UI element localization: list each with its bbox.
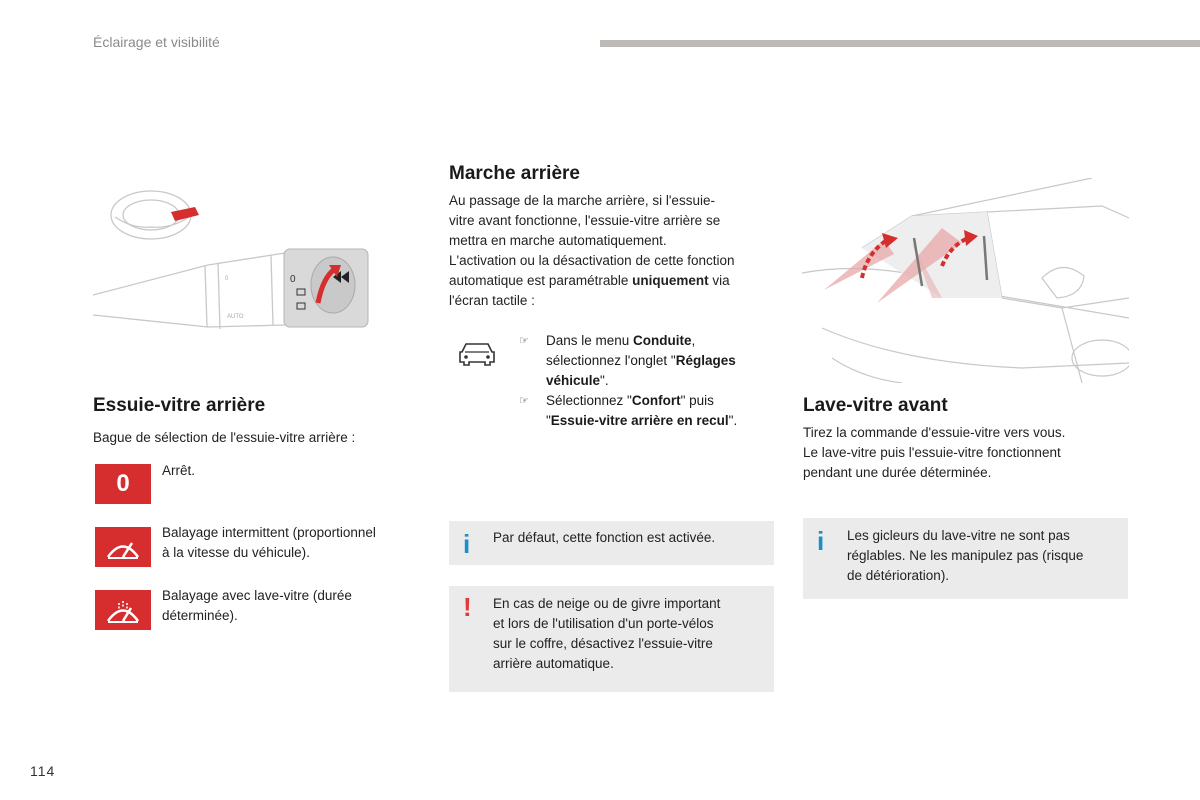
heading-rear-wiper: Essuie-vitre arrière: [93, 395, 266, 416]
stalk-label-zero: 0: [225, 276, 229, 282]
pointing-hand-icon: ☞: [519, 335, 529, 347]
warning-note-text: En cas de neige ou de givre important et lors de l'utilisation d'un porte-vélos sur le coffre, désactivez l'essuie-vitre arrière automatique.: [493, 596, 721, 671]
pointing-hand-icon: ☞: [519, 395, 529, 407]
front-washer-text: Tirez la commande d'essuie-vitre vers vous. Le lave-vitre puis l'essuie-vitre fonctionnent pendant une durée déterminée.: [803, 425, 1066, 480]
stalk-label-auto: AUTO: [227, 314, 244, 320]
step-menu-conduite: ☞ Dans le menu Conduite, sélectionnez l'onglet "Réglages véhicule".: [519, 333, 736, 388]
page-number: 114: [30, 763, 56, 779]
reverse-gear-paragraph: Au passage de la marche arrière, si l'essuie- vitre avant fonctionne, l'essuie-vitre arrière se mettra en marche automatiquement. L'activation ou la désactivation de cette fonction automatique est paramétrable uniquement via l'écran tactile :: [449, 193, 735, 308]
heading-reverse-gear: Marche arrière: [449, 163, 580, 184]
info-note-default: [449, 521, 774, 565]
info-icon: i: [463, 529, 471, 559]
washer-wiper-icon: [95, 590, 151, 630]
info-note-text: Par défaut, cette fonction est activée.: [493, 530, 716, 545]
section-title: Éclairage et visibilité: [93, 34, 220, 50]
item-off-text: Arrêt.: [162, 463, 196, 478]
item-intermittent-text: Balayage intermittent (proportionnel à la vitesse du véhicule).: [162, 525, 376, 560]
windscreen-washer-illustration: [802, 178, 1129, 383]
info-note-nozzles: [803, 518, 1128, 599]
heading-front-washer: Lave-vitre avant: [803, 395, 948, 416]
rear-wiper-intro: Bague de sélection de l'essuie-vitre arrière :: [93, 430, 356, 445]
car-menu-icon: [456, 338, 498, 370]
warning-icon: !: [463, 592, 472, 622]
warning-note-snow: [449, 586, 774, 692]
item-washer-text: Balayage avec lave-vitre (durée déterminée).: [162, 588, 352, 623]
header-bar: [600, 40, 1200, 47]
wiper-stalk-illustration: [93, 185, 393, 350]
step-confort: ☞ Sélectionnez "Confort" puis "Essuie-vitre arrière en recul".: [519, 393, 738, 428]
info-note-nozzles-text: Les gicleurs du lave-vitre ne sont pas réglables. Ne les manipulez pas (risque de détérioration).: [847, 528, 1084, 583]
svg-text:0: 0: [290, 274, 296, 285]
zero-tile-icon: 0: [95, 464, 151, 504]
info-icon: i: [817, 526, 825, 556]
intermittent-wiper-icon: [95, 527, 151, 567]
